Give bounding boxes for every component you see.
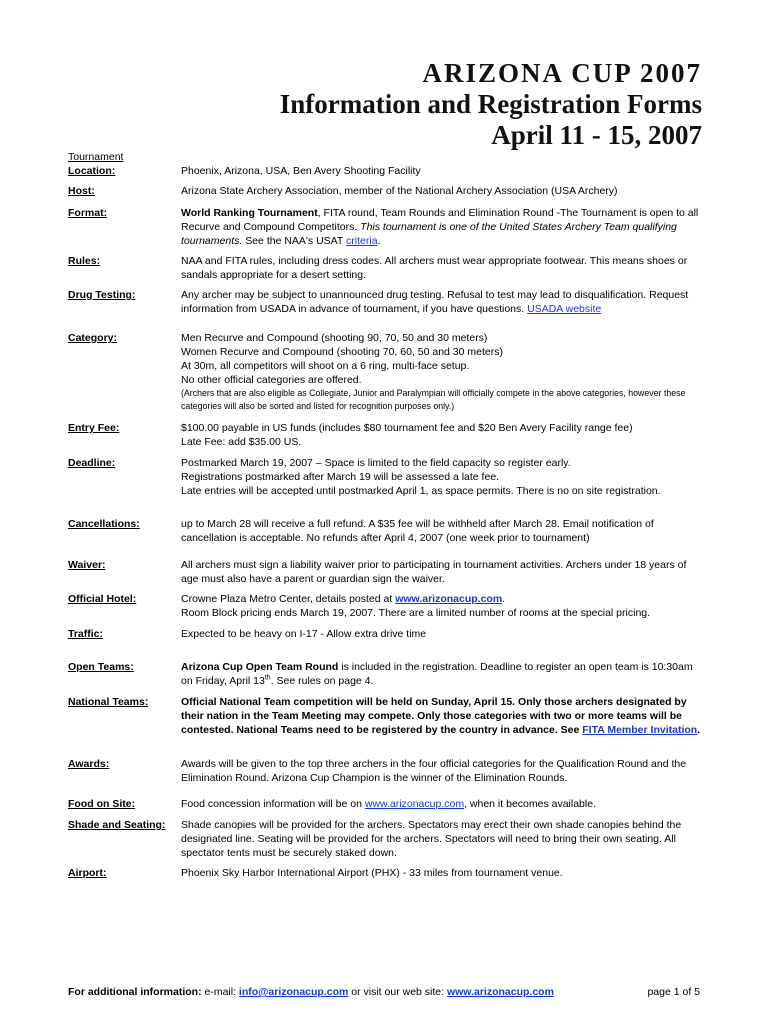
section-label: Deadline: <box>68 457 116 469</box>
section-value <box>181 206 701 248</box>
footer-mid-text: or visit our web site: <box>348 986 447 998</box>
section-value <box>181 288 701 316</box>
section-value: Arizona State Archery Association, member of the National Archery Association (USA Archery) <box>181 185 618 197</box>
format-text-2: See the NAA's USAT <box>242 235 347 247</box>
fita-member-invitation-link[interactable]: FITA Member Invitation <box>582 724 698 736</box>
footer-label: For additional information: <box>68 986 202 998</box>
criteria-link[interactable]: criteria <box>346 235 378 247</box>
open-teams-sup: th <box>264 674 271 682</box>
section-label <box>68 150 178 178</box>
section-label: Drug Testing: <box>68 289 136 301</box>
section-label: Format: <box>68 207 108 219</box>
hotel-text-end: . <box>502 593 506 605</box>
national-teams-text: Official National Team competition will be held on Sunday, April 15. Only those archers designated by their nation in the Team Meeting may compete. Only those categories with two or more teams will be contested. National Teams need to be registered by the country in advance. See <box>181 696 687 736</box>
entry-fee-line: Late Fee: add $35.00 US. <box>181 436 302 448</box>
food-text-end: , when it becomes available. <box>464 798 596 810</box>
hotel-website-link[interactable]: www.arizonacup.com <box>395 593 503 605</box>
section-value: Expected to be heavy on I-17 - Allow extra drive time <box>181 628 427 640</box>
section-label: National Teams: <box>68 696 149 708</box>
section-label-text: Location: <box>68 165 116 177</box>
open-teams-text: is included in the registration. Deadline to register an open team is 10:30am on Friday, April 13 <box>181 661 693 687</box>
page-number: page 1 of 5 <box>647 986 700 998</box>
section-label: Entry Fee: <box>68 422 120 434</box>
entry-fee-line: $100.00 payable in US funds (includes $80 tournament fee and $20 Ben Avery Facility range fee) <box>181 422 633 434</box>
section-value: All archers must sign a liability waiver prior to participating in tournament activities. Archers under 18 years of age must also have a parent or guardian sign the waiver. <box>181 559 687 585</box>
section-value: Phoenix, Arizona, USA, Ben Avery Shooting Facility <box>181 165 421 177</box>
category-line: Men Recurve and Compound (shooting 90, 70, 50 and 30 meters) <box>181 332 488 344</box>
section-value: Awards will be given to the top three archers in the four official categories for the Qualification Round and the Elimination Round. Arizona Cup Champion is the winner of the Elimination Rounds. <box>181 758 687 784</box>
title-line-dates: April 11 - 15, 2007 <box>491 120 702 150</box>
footer-email-link[interactable]: info@arizonacup.com <box>238 986 349 998</box>
format-bold: World Ranking Tournament <box>181 207 318 219</box>
food-website-link[interactable]: www.arizonacup.com <box>364 798 465 810</box>
format-italic: This tournament is one of the United States Archery Team qualifying tournaments. <box>181 221 677 247</box>
section-label: Traffic: <box>68 628 104 640</box>
section-value: Shade canopies will be provided for the archers. Spectators may erect their own shade canopies behind the designated line. Seating will be provided for the archers. Spectators will need to bring their own seating. All spectator tents must be securely staked down. <box>181 819 682 859</box>
deadline-line: Postmarked March 19, 2007 – Space is limited to the field capacity so register early. <box>181 457 571 469</box>
section-value: up to March 28 will receive a full refund. A $35 fee will be withheld after March 28. Email notification of cancellation is acceptable. No refunds after April 4, 2007 (one week prior to tournament) <box>181 518 654 544</box>
category-note: (Archers that are also eligible as Collegiate, Junior and Paralympian will officially compete in the above categories, however these categories will also be sorted and listed for recognition purposes only.) <box>181 388 686 411</box>
section-value <box>181 331 701 413</box>
drug-testing-text: Any archer may be subject to unannounced drug testing. Refusal to test may lead to disqualification. Request information from USADA in advance of tournament, if you have questions. <box>181 289 689 315</box>
section-value: NAA and FITA rules, including dress codes. All archers must wear appropriate footwear. This means shoes or sandals appropriate for a desert setting. <box>181 255 688 281</box>
section-value <box>181 421 701 449</box>
section-value: Phoenix Sky Harbor International Airport (PHX) - 33 miles from tournament venue. <box>181 867 563 879</box>
title-line-subtitle: Information and Registration Forms <box>279 89 702 119</box>
section-value <box>181 592 701 620</box>
footer-email-prefix: e-mail: <box>201 986 239 998</box>
open-teams-bold: Arizona Cup Open Team Round <box>181 661 339 673</box>
page-footer <box>68 985 700 999</box>
section-label: Category: <box>68 332 118 344</box>
format-text: , FITA round, Team Rounds and Elimination Round -The Tournament is open to all Recurve and Compound Competitors. <box>181 207 699 233</box>
category-line: At 30m, all competitors will shoot on a 6 ring, multi-face setup. <box>181 360 470 372</box>
document-title <box>280 58 702 151</box>
section-label: Airport: <box>68 867 107 879</box>
section-label: Awards: <box>68 758 110 770</box>
section-label: Official Hotel: <box>68 593 137 605</box>
section-label: Cancellations: <box>68 518 140 530</box>
hotel-line <box>181 592 701 606</box>
deadline-line: Late entries will be accepted until postmarked April 1, as space permits. There is no on site registration. <box>181 485 661 497</box>
section-value <box>181 797 701 811</box>
hotel-line: Room Block pricing ends March 19, 2007. There are a limited number of rooms at the special pricing. <box>181 607 651 619</box>
section-label-top: Tournament <box>68 151 124 163</box>
section-value <box>181 456 701 498</box>
national-teams-end: . <box>697 724 701 736</box>
section-label: Food on Site: <box>68 798 136 810</box>
food-text: Food concession information will be on <box>181 798 365 810</box>
open-teams-text-2: . See rules on page 4. <box>270 675 374 687</box>
deadline-line: Registrations postmarked after March 19 will be assessed a late fee. <box>181 471 500 483</box>
section-label: Waiver: <box>68 559 106 571</box>
section-value <box>181 660 701 688</box>
title-line-event: ARIZONA CUP 2007 <box>422 58 702 88</box>
section-label: Host: <box>68 185 95 197</box>
format-text-3: . <box>377 235 381 247</box>
category-line: Women Recurve and Compound (shooting 70, 60, 50 and 30 meters) <box>181 346 503 358</box>
section-label: Rules: <box>68 255 101 267</box>
section-label: Open Teams: <box>68 661 134 673</box>
usada-website-link[interactable]: USADA website <box>527 303 602 315</box>
section-label: Shade and Seating: <box>68 819 166 831</box>
footer-website-link[interactable]: www.arizonacup.com <box>446 986 554 998</box>
category-line: No other official categories are offered. <box>181 374 362 386</box>
hotel-text: Crowne Plaza Metro Center, details posted at <box>181 593 396 605</box>
section-value <box>181 695 701 737</box>
